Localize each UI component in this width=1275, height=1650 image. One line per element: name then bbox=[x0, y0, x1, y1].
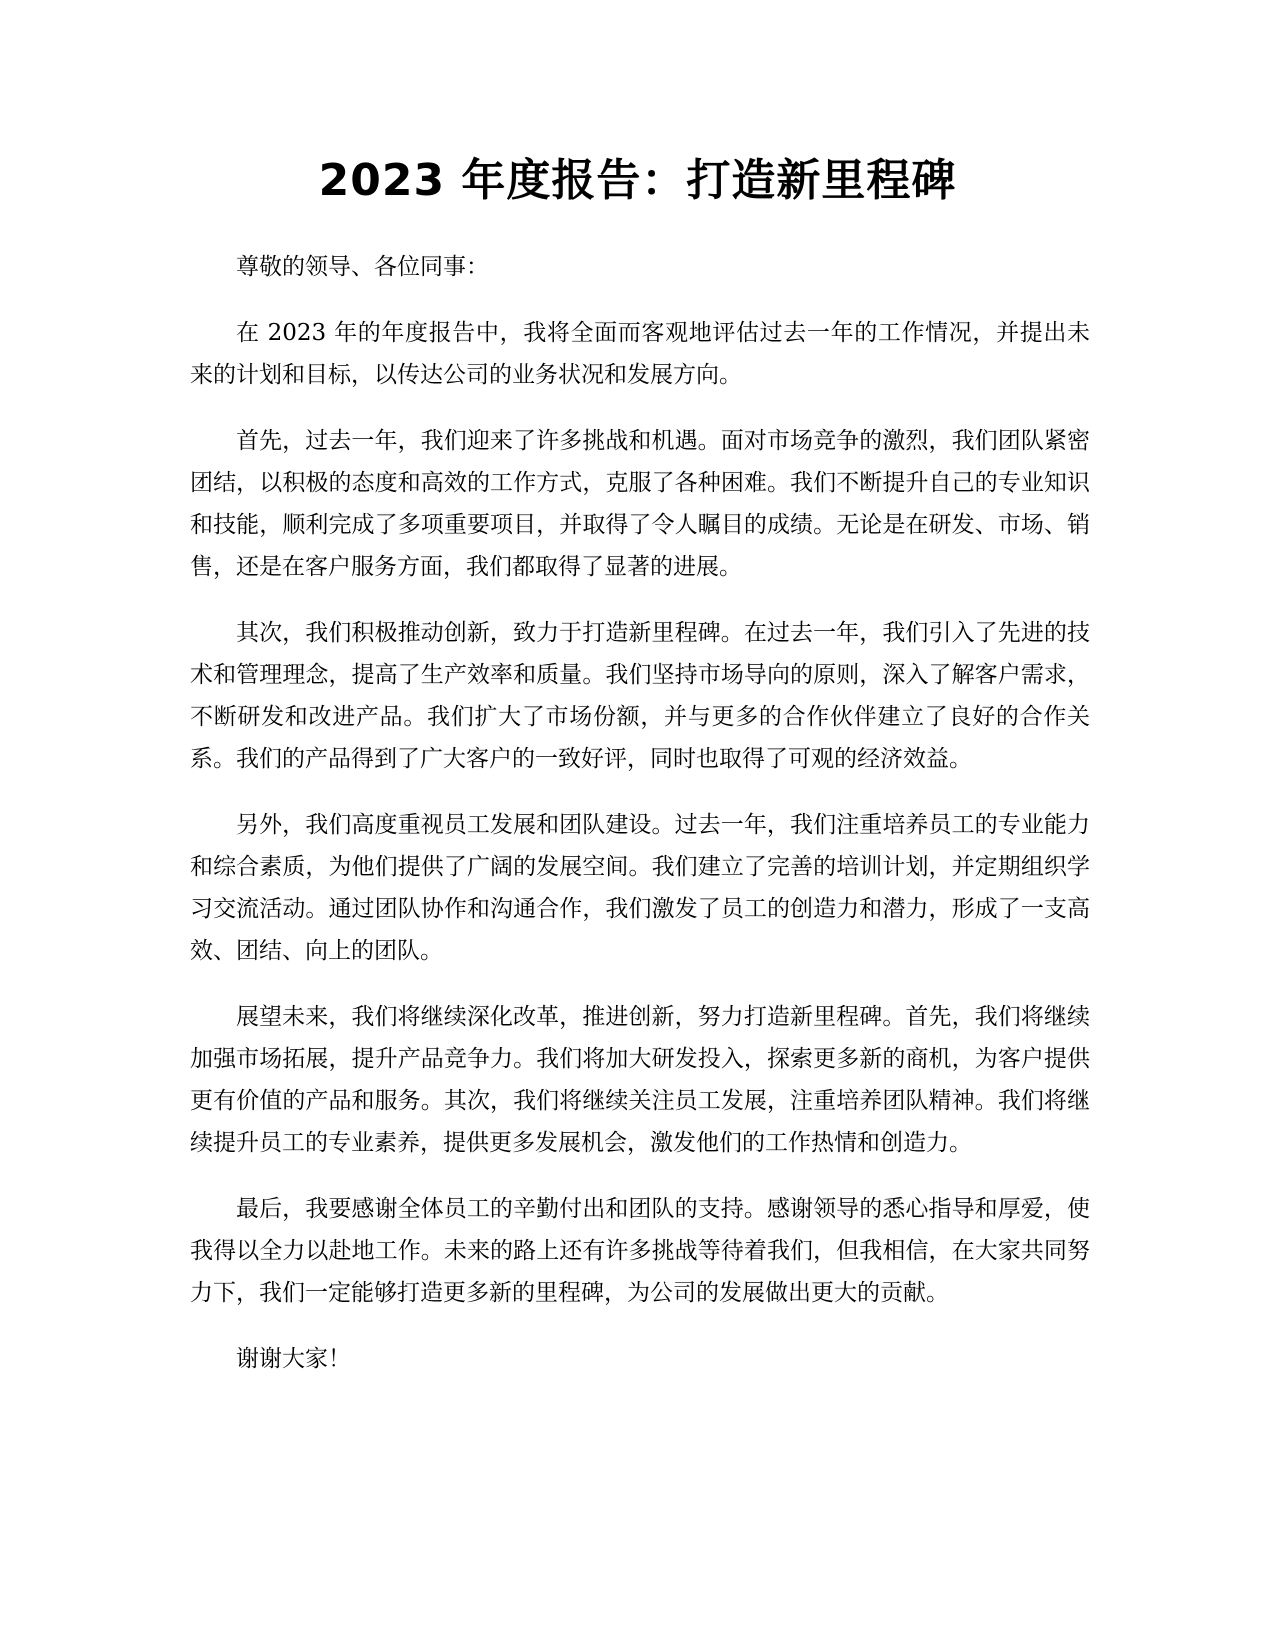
document-body bbox=[190, 246, 1090, 1404]
document-title: 2023 年度报告：打造新里程碑 bbox=[318, 155, 957, 206]
paragraph-innovation: 其次，我们积极推动创新，致力于打造新里程碑。在过去一年，我们引入了先进的技术和管理理念，提高了生产效率和质量。我们坚持市场导向的原则，深入了解客户需求，不断研发和改进产品。我们扩大了市场份额，并与更多的合作伙伴建立了良好的合作关系。我们的产品得到了广大客户的一致好评，同时也取得了可观的经济效益。 bbox=[190, 620, 1090, 772]
salutation: 尊敬的领导、各位同事： bbox=[236, 254, 489, 280]
closing: 谢谢大家！ bbox=[236, 1346, 351, 1372]
paragraph-outlook: 展望未来，我们将继续深化改革，推进创新，努力打造新里程碑。首先，我们将继续加强市场拓展，提升产品竞争力。我们将加大研发投入，探索更多新的商机，为客户提供更有价值的产品和服务。其次，我们将继续关注员工发展，注重培养团队精神。我们将继续提升员工的专业素养，提供更多发展机会，激发他们的工作热情和创造力。 bbox=[190, 1004, 1090, 1156]
paragraph-intro: 在 2023 年的年度报告中，我将全面而客观地评估过去一年的工作情况，并提出未来的计划和目标，以传达公司的业务状况和发展方向。 bbox=[190, 320, 1090, 388]
paragraph-team-building: 另外，我们高度重视员工发展和团队建设。过去一年，我们注重培养员工的专业能力和综合素质，为他们提供了广阔的发展空间。我们建立了完善的培训计划，并定期组织学习交流活动。通过团队协作和沟通合作，我们激发了员工的创造力和潜力，形成了一支高效、团结、向上的团队。 bbox=[190, 812, 1090, 964]
paragraph-thanks: 最后，我要感谢全体员工的辛勤付出和团队的支持。感谢领导的悉心指导和厚爱，使我得以全力以赴地工作。未来的路上还有许多挑战等待着我们，但我相信，在大家共同努力下，我们一定能够打造更多新的里程碑，为公司的发展做出更大的贡献。 bbox=[190, 1196, 1090, 1306]
paragraph-challenges: 首先，过去一年，我们迎来了许多挑战和机遇。面对市场竞争的激烈，我们团队紧密团结，以积极的态度和高效的工作方式，克服了各种困难。我们不断提升自己的专业知识和技能，顺利完成了多项重要项目，并取得了令人瞩目的成绩。无论是在研发、市场、销售，还是在客户服务方面，我们都取得了显著的进展。 bbox=[190, 428, 1090, 580]
